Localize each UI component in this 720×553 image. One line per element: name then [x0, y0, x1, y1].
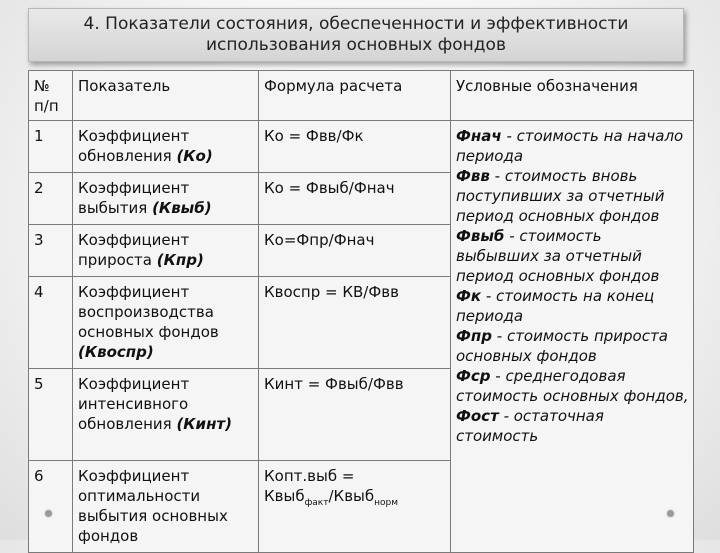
row-num: 4 — [29, 277, 73, 369]
legend-item — [456, 406, 689, 446]
title-line-2: использования основных фондов — [206, 35, 506, 55]
legend-desc: - остаточная стоимость — [456, 407, 604, 445]
legend-term: Фк — [456, 287, 482, 305]
row-indicator — [73, 173, 259, 225]
legend-item — [456, 366, 689, 406]
formula-subscript: факт — [304, 498, 329, 508]
legend-desc: - стоимость прироста основных фондов — [456, 327, 668, 365]
legend-term: Фвв — [456, 167, 490, 185]
slide-title — [28, 8, 684, 62]
row-num: 1 — [29, 121, 73, 173]
indicator-name: Коэффициент прироста — [78, 231, 190, 269]
legend-desc: - стоимость выбывших за отчетный период основных фондов — [456, 227, 660, 285]
row-num: 6 — [29, 461, 73, 553]
formula-subscript: норм — [374, 498, 399, 508]
legend-term: Фвыб — [456, 227, 505, 245]
legend-item — [456, 286, 689, 326]
row-formula: Кинт = Фвыб/Фвв — [259, 369, 451, 461]
header-num-sign: № — [34, 77, 50, 95]
slide-title-text — [84, 14, 629, 56]
indicator-name: Коэффициент обновления — [78, 127, 190, 165]
header-num — [29, 71, 73, 121]
table-header-row — [29, 71, 694, 121]
header-formula: Формула расчета — [259, 71, 451, 121]
row-formula — [259, 461, 451, 553]
row-formula: Ко = Фвв/Фк — [259, 121, 451, 173]
indicator-name: Коэффициент оптимальности выбытия основных фондов — [78, 467, 228, 545]
indicator-abbr: (Квыб) — [152, 199, 212, 217]
legend-item — [456, 126, 689, 166]
row-num: 2 — [29, 173, 73, 225]
legend-desc: - стоимость на конец периода — [456, 287, 655, 325]
indicator-name: Коэффициент воспроизводства основных фондов — [78, 283, 219, 341]
symbols-legend — [451, 121, 694, 553]
legend-term: Фост — [456, 407, 499, 425]
row-formula: Ко = Фвыб/Фнач — [259, 173, 451, 225]
row-num: 5 — [29, 369, 73, 461]
formula-base: Квыб — [264, 487, 305, 505]
header-num-abbr: п/п — [34, 97, 59, 115]
formula-prefix: Копт.выб = — [264, 467, 355, 485]
legend-term: Фср — [456, 367, 491, 385]
legend-term: Фпр — [456, 327, 492, 345]
legend-item — [456, 166, 689, 226]
row-indicator — [73, 461, 259, 553]
legend-item — [456, 326, 689, 366]
slide-bullet-right — [667, 510, 674, 517]
indicator-name: Коэффициент выбытия — [78, 179, 190, 217]
row-indicator — [73, 121, 259, 173]
slide-bullet-left — [45, 510, 52, 517]
indicator-name: Коэффициент интенсивного обновления — [78, 375, 190, 433]
legend-term: Фнач — [456, 127, 502, 145]
row-num: 3 — [29, 225, 73, 277]
row-formula: Ко=Фпр/Фнач — [259, 225, 451, 277]
row-indicator — [73, 369, 259, 461]
indicator-abbr: (Кпр) — [156, 251, 204, 269]
indicator-abbr: (Квоспр) — [78, 343, 154, 361]
row-formula: Квоспр = КВ/Фвв — [259, 277, 451, 369]
legend-desc: - среднегодовая стоимость основных фондов, — [456, 367, 689, 405]
table-row — [29, 121, 694, 173]
indicator-abbr: (Кинт) — [176, 415, 232, 433]
row-indicator — [73, 225, 259, 277]
title-line-1: 4. Показатели состояния, обеспеченности и эффективности — [83, 14, 629, 34]
formula-base: /Квыб — [328, 487, 375, 505]
header-indicator: Показатель — [73, 71, 259, 121]
indicator-abbr: (Ко) — [176, 147, 213, 165]
indicators-table — [28, 70, 694, 553]
legend-desc: - стоимость на начало периода — [456, 127, 684, 165]
legend-item — [456, 226, 689, 286]
row-indicator — [73, 277, 259, 369]
legend-desc: - стоимость вновь поступивших за отчетный период основных фондов — [456, 167, 665, 225]
header-symbols: Условные обозначения — [451, 71, 694, 121]
